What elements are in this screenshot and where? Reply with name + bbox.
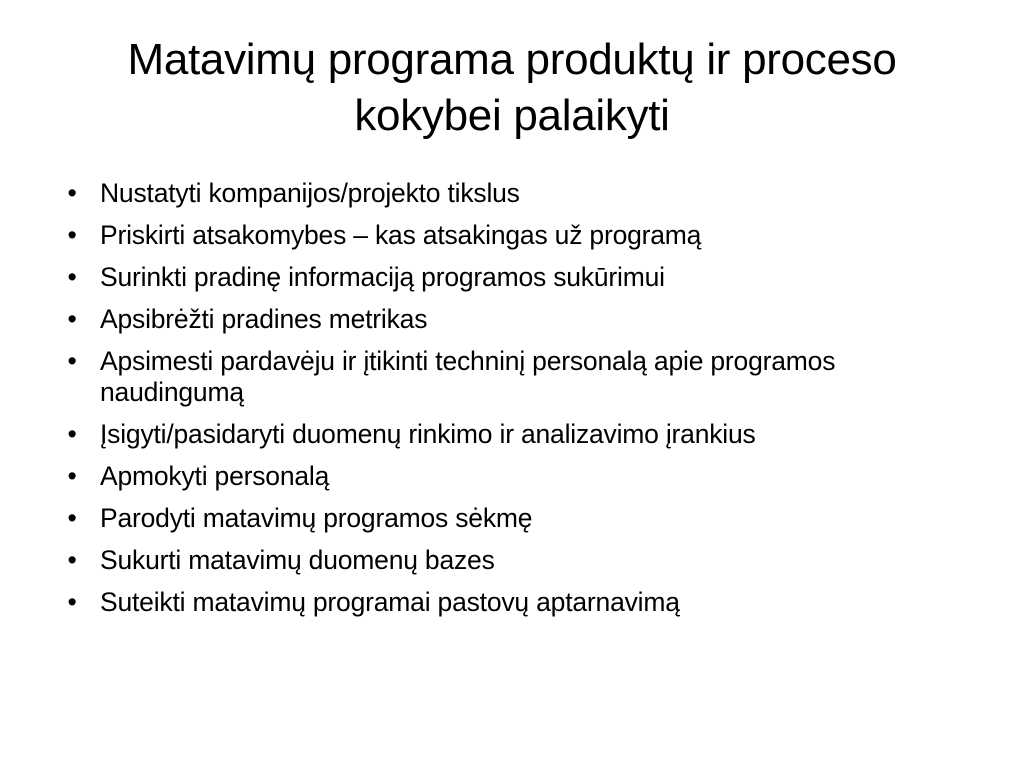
bullet-item <box>62 419 962 450</box>
bullet-mark: • <box>67 419 77 449</box>
bullet-mark: • <box>67 304 77 334</box>
bullet-mark: • <box>67 220 77 250</box>
bullet-text: Priskirti atsakomybes – kas atsakingas už programą <box>100 220 702 250</box>
bullet-text: Parodyti matavimų programos sėkmę <box>100 503 533 533</box>
bullet-mark: • <box>67 461 77 491</box>
bullet-mark: • <box>67 503 77 533</box>
bullet-text: Nustatyti kompanijos/projekto tikslus <box>100 178 520 208</box>
bullet-text: Apmokyti personalą <box>100 461 330 491</box>
bullet-item <box>62 220 962 251</box>
bullet-text: Sukurti matavimų duomenų bazes <box>100 545 495 575</box>
bullet-item <box>62 545 962 576</box>
bullet-item <box>62 461 962 492</box>
bullet-mark: • <box>67 587 77 617</box>
bullet-item <box>62 304 962 335</box>
bullet-text: Apsibrėžti pradines metrikas <box>100 304 428 334</box>
bullet-mark: • <box>67 262 77 292</box>
bullet-item <box>62 178 962 209</box>
bullet-item <box>62 587 962 618</box>
bullet-text: Įsigyti/pasidaryti duomenų rinkimo ir analizavimo įrankius <box>100 419 756 449</box>
bullet-mark: • <box>67 346 77 376</box>
bullet-text: Suteikti matavimų programai pastovų aptarnavimą <box>100 587 680 617</box>
bullet-text: Surinkti pradinę informaciją programos sukūrimui <box>100 262 665 292</box>
bullet-item <box>62 262 962 293</box>
bullet-item <box>62 346 962 408</box>
bullet-mark: • <box>67 545 77 575</box>
bullet-list <box>62 178 962 629</box>
slide-title: Matavimų programa produktų ir proceso kokybei palaikyti <box>127 35 897 140</box>
bullet-item <box>62 503 962 534</box>
bullet-text: Apsimesti pardavėju ir įtikinti techninį personalą apie programos naudingumą <box>100 346 836 407</box>
bullet-mark: • <box>67 178 77 208</box>
